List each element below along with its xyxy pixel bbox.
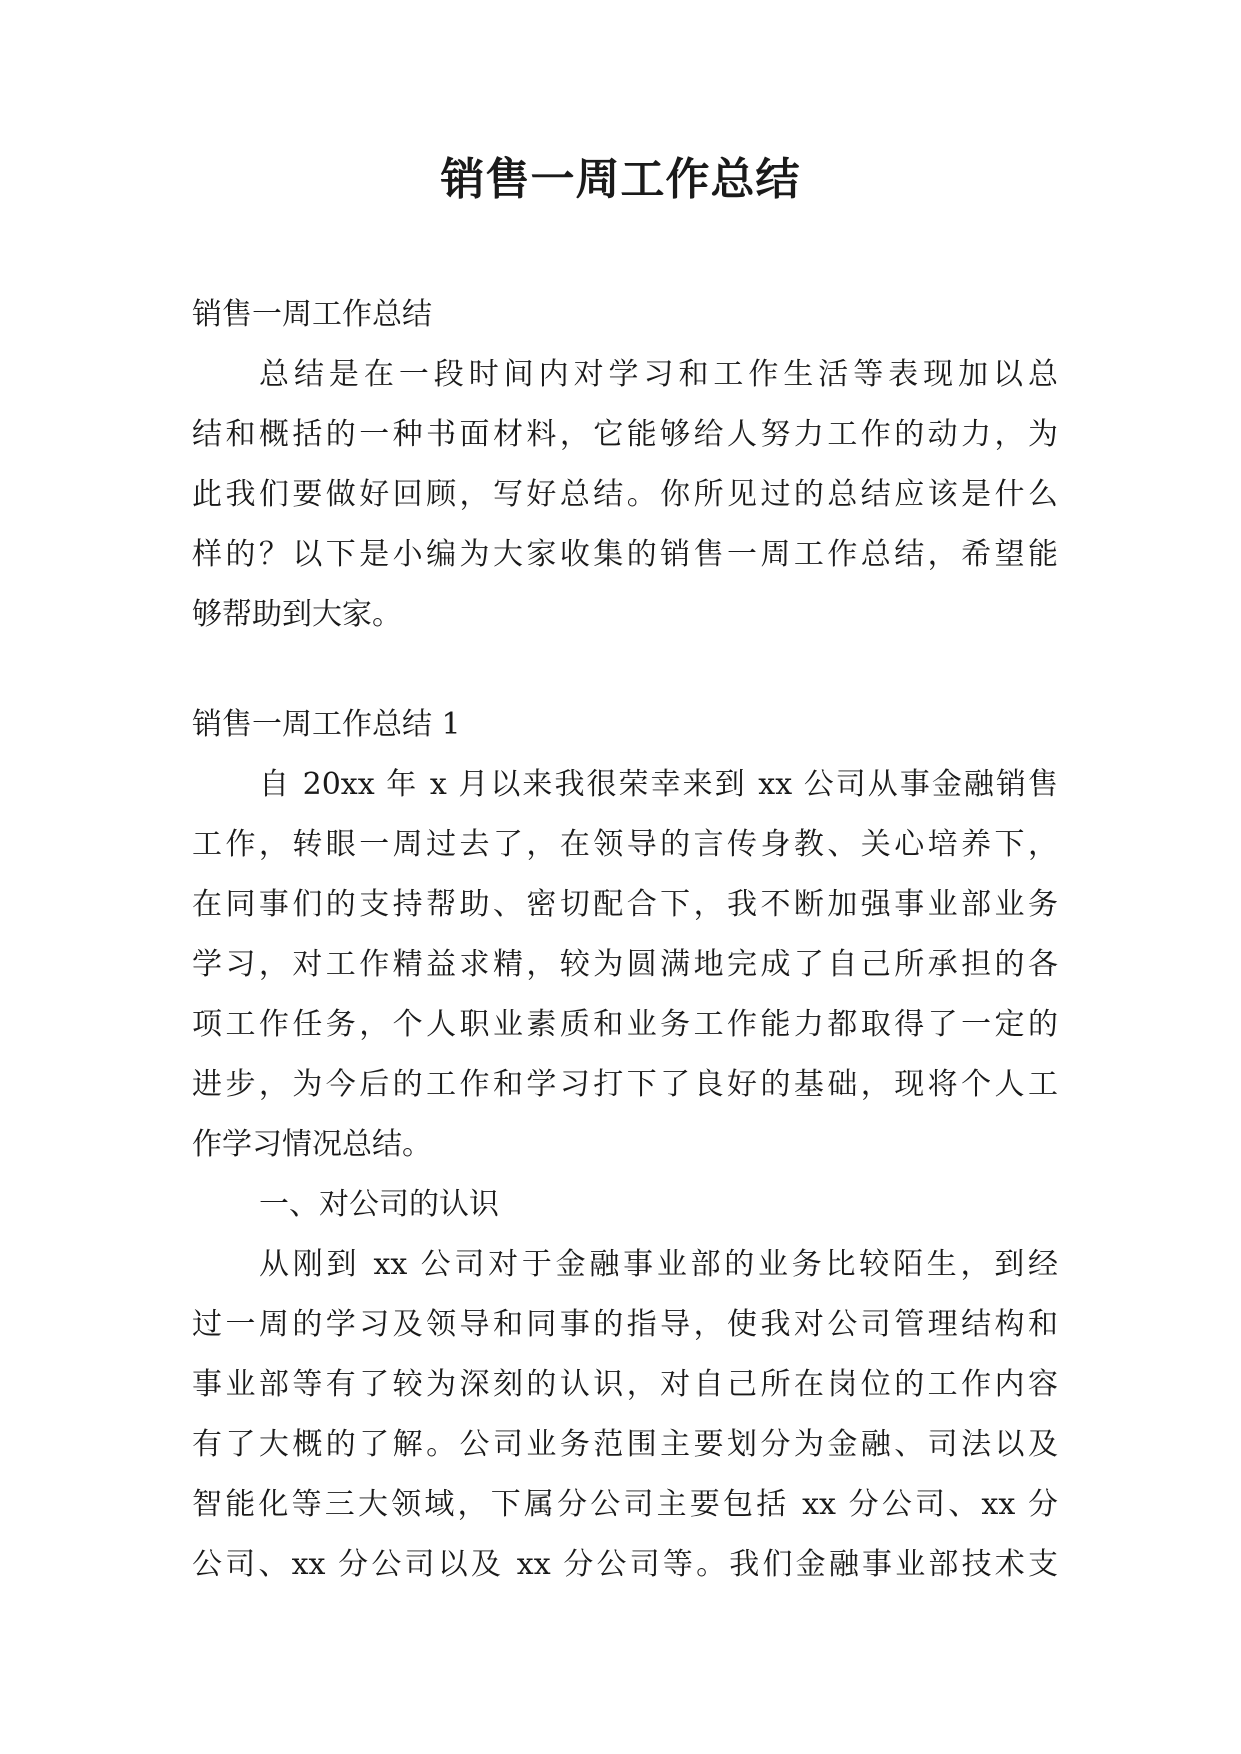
paragraph-gap [192, 645, 1058, 695]
paragraph-line: 项工作任务，个人职业素质和业务工作能力都取得了一定的 [192, 1007, 1058, 1042]
paragraph-line: 够帮助到大家。 [192, 597, 402, 632]
paragraph-line: 样的？以下是小编为大家收集的销售一周工作总结，希望能 [192, 537, 1058, 572]
paragraph-line: 从刚到 xx 公司对于金融事业部的业务比较陌生，到经 [259, 1247, 1058, 1282]
paragraph-line: 过一周的学习及领导和同事的指导，使我对公司管理结构和 [192, 1307, 1058, 1342]
paragraph-line: 智能化等三大领域，下属分公司主要包括 xx 分公司、xx 分 [192, 1487, 1058, 1522]
intro-heading: 销售一周工作总结 [192, 297, 432, 332]
paragraph-line: 学习，对工作精益求精，较为圆满地完成了自己所承担的各 [192, 947, 1058, 982]
paragraph-line: 作学习情况总结。 [192, 1127, 432, 1162]
paragraph-line: 工作，转眼一周过去了，在领导的言传身教、关心培养下， [192, 827, 1058, 862]
paragraph-line: 有了大概的了解。公司业务范围主要划分为金融、司法以及 [192, 1427, 1058, 1462]
paragraph-line: 事业部等有了较为深刻的认识，对自己所在岗位的工作内容 [192, 1367, 1058, 1402]
paragraph-line: 结和概括的一种书面材料，它能够给人努力工作的动力，为 [192, 417, 1058, 452]
paragraph-line: 公司、xx 分公司以及 xx 分公司等。我们金融事业部技术支 [192, 1547, 1058, 1582]
document-title: 销售一周工作总结 [440, 154, 801, 205]
paragraph-line: 自 20xx 年 x 月以来我很荣幸来到 xx 公司从事金融销售 [259, 767, 1058, 802]
paragraph-line: 此我们要做好回顾，写好总结。你所见过的总结应该是什么 [192, 477, 1058, 512]
section-heading: 销售一周工作总结 1 [192, 707, 461, 742]
paragraph-line: 总结是在一段时间内对学习和工作生活等表现加以总 [259, 357, 1058, 392]
subsection-heading: 一、对公司的认识 [259, 1187, 499, 1222]
paragraph-line: 进步，为今后的工作和学习打下了良好的基础，现将个人工 [192, 1067, 1058, 1102]
paragraph-line: 在同事们的支持帮助、密切配合下，我不断加强事业部业务 [192, 887, 1058, 922]
document-body [192, 285, 1058, 1595]
